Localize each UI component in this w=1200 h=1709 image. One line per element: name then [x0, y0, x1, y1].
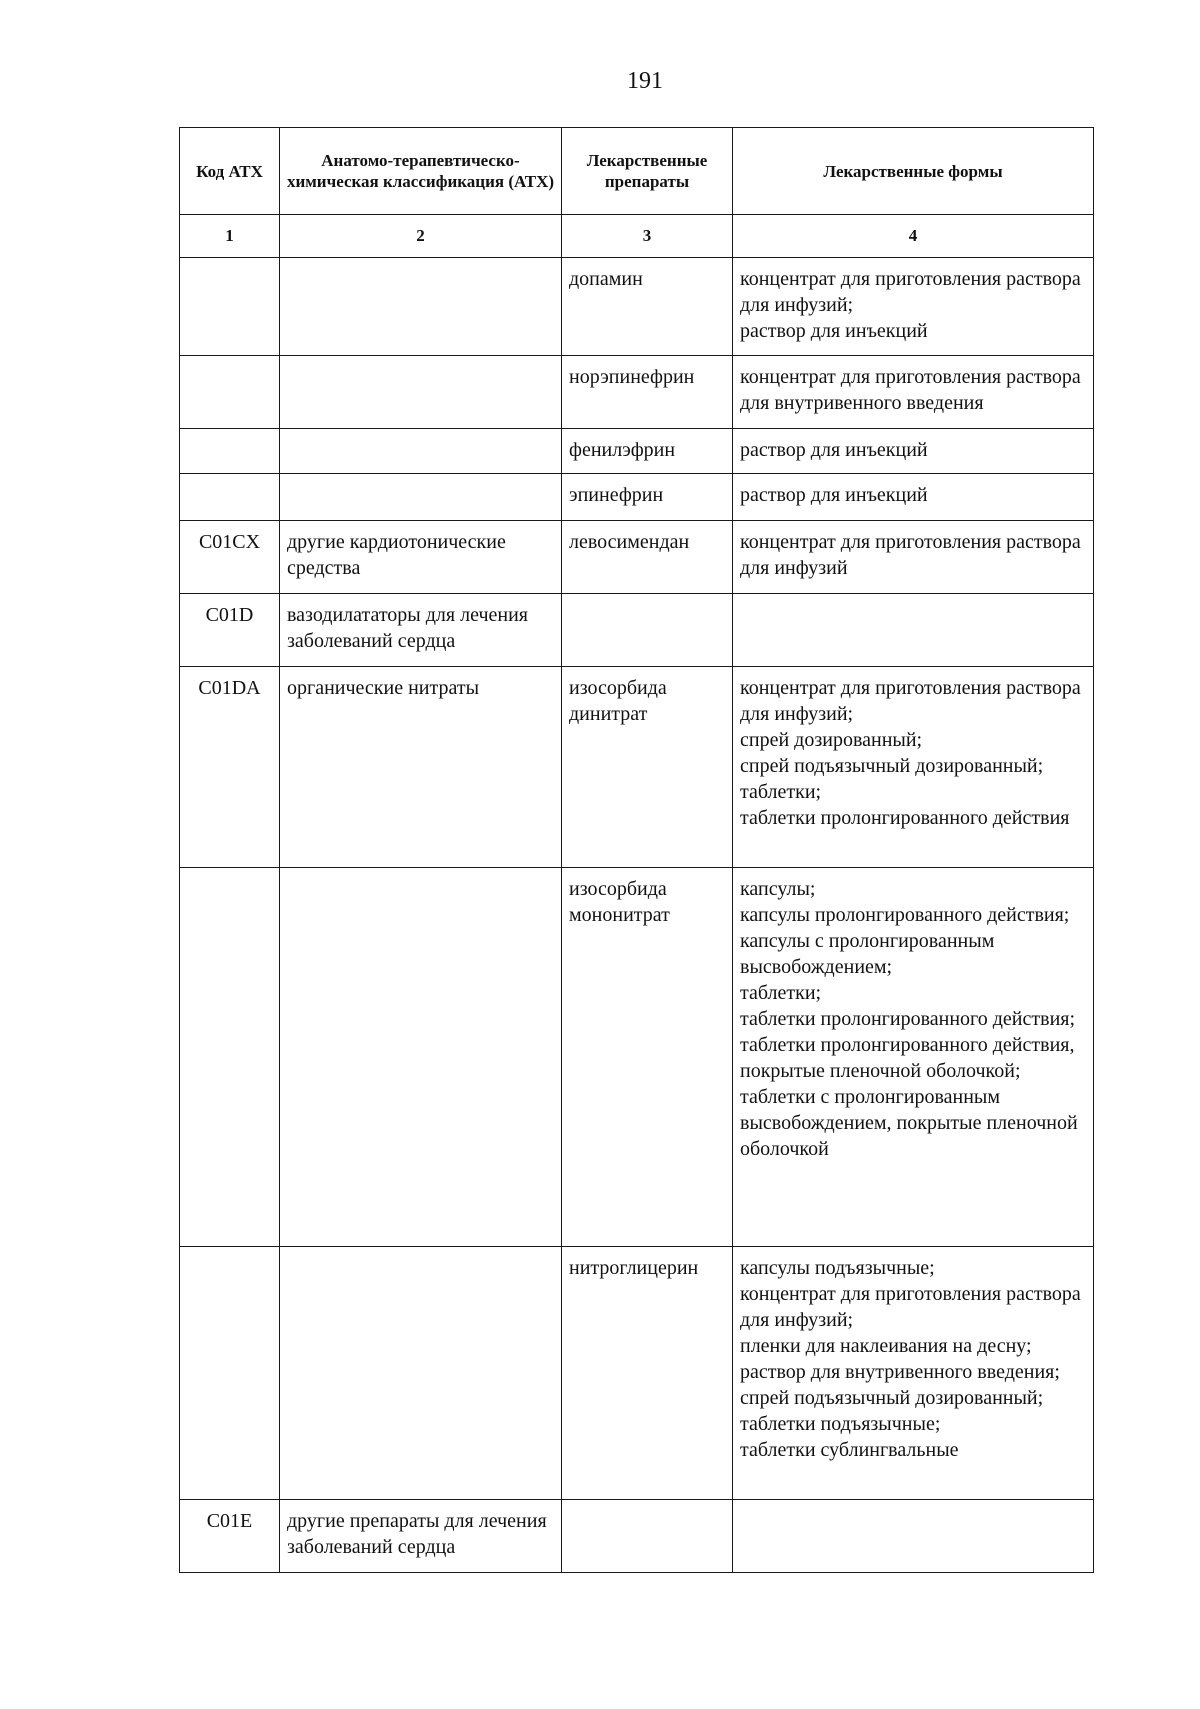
classification-cell — [280, 429, 562, 474]
classification-cell — [280, 258, 562, 356]
atx-code-cell — [180, 474, 280, 521]
drug-cell — [562, 1500, 733, 1573]
column-number: 1 — [180, 215, 280, 258]
table-row — [180, 868, 1094, 1247]
classification-cell: вазодилататоры для лечения заболеваний сердца — [280, 594, 562, 667]
table-row — [180, 594, 1094, 667]
forms-cell — [733, 1500, 1094, 1573]
drug-cell — [562, 594, 733, 667]
column-number: 4 — [733, 215, 1094, 258]
atx-code-cell: C01D — [180, 594, 280, 667]
table-row — [180, 258, 1094, 356]
header-forms: Лекарственные формы — [733, 128, 1094, 215]
atx-code-cell: C01E — [180, 1500, 280, 1573]
forms-cell: концентрат для приготовления раствора для инфузий — [733, 521, 1094, 594]
drug-cell: левосимендан — [562, 521, 733, 594]
forms-cell: концентрат для приготовления раствора для инфузий; раствор для инъекций — [733, 258, 1094, 356]
forms-cell: концентрат для приготовления раствора для инфузий; спрей дозированный; спрей подъязычный дозированный; таблетки; таблетки пролонгированного действия — [733, 667, 1094, 868]
drug-cell: фенилэфрин — [562, 429, 733, 474]
table-row — [180, 429, 1094, 474]
drug-cell: изосорбида динитрат — [562, 667, 733, 868]
table-row — [180, 474, 1094, 521]
atx-code-cell — [180, 429, 280, 474]
atx-code-cell — [180, 868, 280, 1247]
atx-code-cell — [180, 1247, 280, 1500]
drug-cell: нитроглицерин — [562, 1247, 733, 1500]
header-drugs: Лекарственные препараты — [562, 128, 733, 215]
forms-cell: капсулы; капсулы пролонгированного действия; капсулы с пролонгированным высвобождением; таблетки; таблетки пролонгированного действия; таблетки пролонгированного действия, покрытые пленочной оболочкой; таблетки с пролонгированным высвобождением, покрытые пленочной оболочкой — [733, 868, 1094, 1247]
classification-cell — [280, 474, 562, 521]
drug-cell: изосорбида мононитрат — [562, 868, 733, 1247]
atx-table — [179, 127, 1094, 1573]
column-number-row — [180, 215, 1094, 258]
drug-cell: норэпинефрин — [562, 356, 733, 429]
atx-code-cell — [180, 258, 280, 356]
drug-cell: допамин — [562, 258, 733, 356]
table-row — [180, 667, 1094, 868]
drug-cell: эпинефрин — [562, 474, 733, 521]
forms-cell — [733, 594, 1094, 667]
forms-cell: раствор для инъекций — [733, 474, 1094, 521]
header-row — [180, 128, 1094, 215]
classification-cell — [280, 868, 562, 1247]
forms-cell: капсулы подъязычные; концентрат для приготовления раствора для инфузий; пленки для наклеивания на десну; раствор для внутривенного введения; спрей подъязычный дозированный; таблетки подъязычные; таблетки сублингвальные — [733, 1247, 1094, 1500]
classification-cell: органические нитраты — [280, 667, 562, 868]
header-classification: Анатомо-терапевтическо-химическая классификация (АТХ) — [280, 128, 562, 215]
atx-code-cell — [180, 356, 280, 429]
column-number: 3 — [562, 215, 733, 258]
classification-cell: другие кардиотонические средства — [280, 521, 562, 594]
table-row — [180, 1500, 1094, 1573]
table-row — [180, 356, 1094, 429]
classification-cell — [280, 356, 562, 429]
table-row — [180, 521, 1094, 594]
page-number: 191 — [627, 68, 663, 94]
table-row — [180, 1247, 1094, 1500]
forms-cell: раствор для инъекций — [733, 429, 1094, 474]
column-number: 2 — [280, 215, 562, 258]
classification-cell: другие препараты для лечения заболеваний сердца — [280, 1500, 562, 1573]
atx-code-cell: C01DA — [180, 667, 280, 868]
atx-code-cell: C01CX — [180, 521, 280, 594]
header-code: Код АТХ — [180, 128, 280, 215]
classification-cell — [280, 1247, 562, 1500]
forms-cell: концентрат для приготовления раствора для внутривенного введения — [733, 356, 1094, 429]
